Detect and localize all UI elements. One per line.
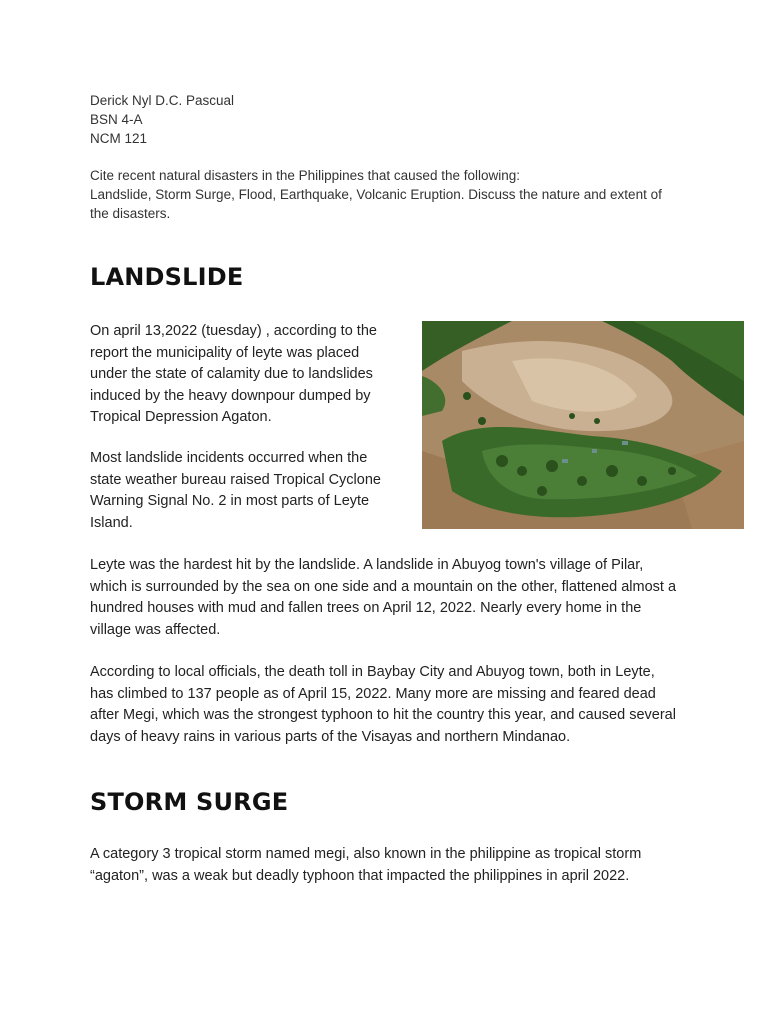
landslide-aerial-photo <box>422 321 744 529</box>
prompt-line-1: Cite recent natural disasters in the Philippines that caused the following: <box>90 168 520 183</box>
landslide-paragraph-1: On april 13,2022 (tuesday) , according to the report the municipality of leyte was placed under the state of calamity due to landslides induced by the heavy downpour dumped by Tropical Depression Agaton. <box>90 323 377 425</box>
author-section: BSN 4-A <box>90 112 143 127</box>
prompt-line-2: Landslide, Storm Surge, Flood, Earthquake, Volcanic Eruption. Discuss the nature and extent of the disasters. <box>90 187 662 221</box>
landslide-paragraph-3: Leyte was the hardest hit by the landslide. A landslide in Abuyog town's village of Pilar, which is surrounded by the sea on one side and a mountain on the other, flattened almost a hundred houses with mud and fallen trees on April 12, 2022. Nearly every home in the village was affected. <box>90 557 677 638</box>
author-header <box>90 91 234 148</box>
course-code: NCM 121 <box>90 131 148 146</box>
landslide-photo-illustration <box>422 321 744 529</box>
storm-surge-paragraph-1: A category 3 tropical storm named megi, also known in the philippine as tropical storm “agaton”, was a weak but deadly typhoon that impacted the philippines in april 2022. <box>90 846 642 884</box>
author-name: Derick Nyl D.C. Pascual <box>90 93 235 108</box>
landslide-paragraph-4: According to local officials, the death toll in Baybay City and Abuyog town, both in Leyte, has climbed to 137 people as of April 15, 2022. Many more are missing and feared dead after Megi, which was the strongest typhoon to hit the country this year, and caused several days of heavy rains in various parts of the Visayas and northern Mindanao. <box>90 664 676 745</box>
landslide-paragraph-2: Most landslide incidents occurred when the state weather bureau raised Tropical Cyclone Warning Signal No. 2 in most parts of Leyte Island. <box>90 450 381 531</box>
landslide-heading: LANDSLIDE <box>90 263 244 291</box>
storm-surge-heading: STORM SURGE <box>90 788 289 816</box>
assignment-prompt <box>90 166 680 223</box>
